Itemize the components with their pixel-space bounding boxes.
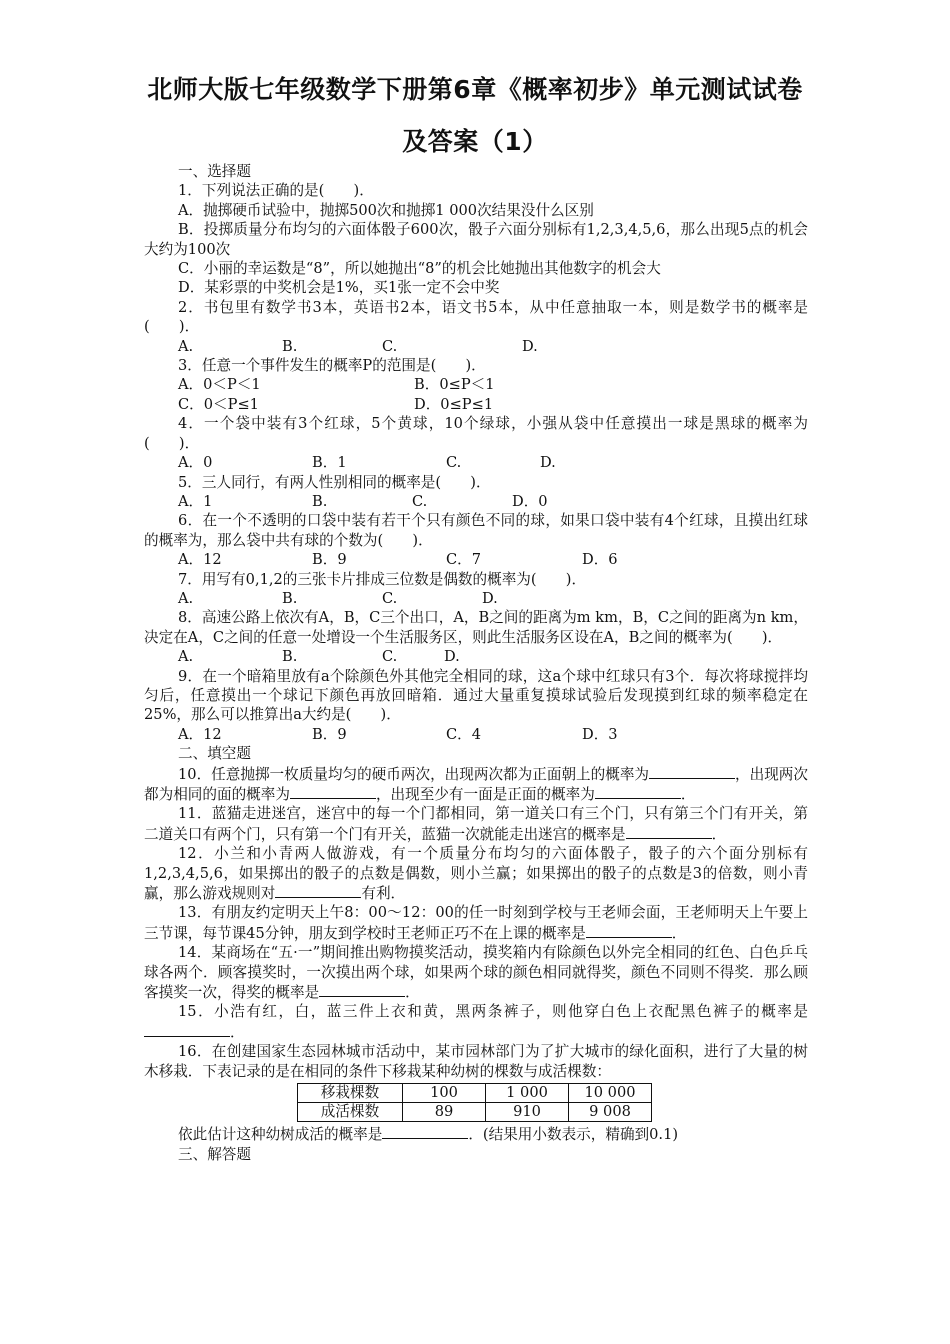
- answer-blank: [382, 1124, 468, 1139]
- question-9-options: [144, 725, 808, 744]
- option: A.: [178, 337, 194, 355]
- answer-blank: [626, 824, 712, 839]
- table-cell: 100: [403, 1084, 486, 1103]
- option: C.: [382, 589, 398, 607]
- question-12-text-a: 12．小兰和小青两人做游戏，有一个质量分布均匀的六面体骰子，骰子的六个面分别标有1,2,3,4,5,6，如果掷出的骰子的点数是偶数，则小兰赢；如果掷出的骰子的点数是3的倍数，则小青赢，那么游戏规则对: [144, 845, 808, 903]
- table-cell: 89: [403, 1103, 486, 1122]
- question-8-stem: 8．高速公路上依次有A，B，C三个出口，A，B之间的距离为m km，B，C之间的距离为n km，决定在A，C之间的任意一处增设一个生活服务区，则此生活服务区设在A，B之间的概率为( )．: [144, 609, 808, 646]
- answer-blank: [649, 764, 735, 779]
- transplant-table: [297, 1083, 652, 1122]
- option: D.: [482, 589, 498, 607]
- option: C．4: [446, 725, 482, 743]
- option: D．3: [582, 725, 618, 743]
- question-13-text-b: ．: [671, 924, 687, 942]
- option: A．12: [178, 551, 222, 569]
- table-row: [298, 1084, 652, 1103]
- question-16-stem: 16．在创建国家生态园林城市活动中，某市园林部门为了扩大城市的绿化面积，进行了大量的树木移栽．下表记录的是在相同的条件下移栽某种幼树的棵数与成活棵数：: [144, 1043, 808, 1080]
- option: D.: [444, 648, 460, 666]
- table-row: [298, 1103, 652, 1122]
- question-10-text-d: ．: [680, 786, 696, 803]
- question-11-text-a: 11．蓝猫走进迷宫，迷宫中的每一个门都相同，第一道关口有三个门，只有第三个门有开关，第二道关口有两个门，只有第一个门有开关，蓝猫一次就能走出迷宫的概率是: [144, 805, 808, 843]
- option: A．1: [178, 492, 213, 510]
- question-12: [144, 844, 808, 903]
- answer-blank: [275, 883, 361, 898]
- section-heading: 二、填空题: [178, 745, 251, 763]
- question-15: [144, 1002, 808, 1042]
- question-16-answer-line: [144, 1124, 808, 1144]
- option: B.: [282, 337, 298, 355]
- question-6-stem: 6．在一个不透明的口袋中装有若干个只有颜色不同的球，如果口袋中装有4个红球，且摸出红球的概率为，那么袋中共有球的个数为( )．: [144, 512, 808, 549]
- option: A.: [178, 648, 194, 666]
- document-body: [144, 162, 808, 1164]
- question-11-text-b: ．: [711, 825, 727, 843]
- answer-blank: [144, 1022, 230, 1037]
- question-10: [144, 764, 808, 805]
- question-12-text-b: 有利．: [361, 885, 406, 903]
- document-title-line2: 及答案（1）: [402, 127, 548, 156]
- question-1-option-b: B．投掷质量分布均匀的六面体骰子600次，骰子六面分别标有1,2,3,4,5,6，那么出现5点的机会大约为100次: [144, 221, 808, 258]
- question-14: [144, 943, 808, 1002]
- option: C.: [382, 337, 398, 355]
- option: A．12: [178, 725, 222, 743]
- question-5-stem: 5．三人同行，有两人性别相同的概率是( )．: [178, 473, 491, 491]
- question-10-text-a: 10．任意抛掷一枚质量均匀的硬币两次，出现两次都为正面朝上的概率为: [178, 765, 650, 783]
- question-15-text-b: ．: [230, 1023, 245, 1041]
- question-16-text-c: ．(结果用小数表示，精确到0.1): [468, 1126, 679, 1144]
- question-9-stem: 9．在一个暗箱里放有a个除颜色外其他完全相同的球，这a个球中红球只有3个．每次将球搅拌均匀后，任意摸出一个球记下颜色再放回暗箱．通过大量重复摸球试验后发现摸到红球的频率稳定在25%，那么可以推算出a大约是( )．: [144, 667, 808, 724]
- answer-blank: [290, 784, 376, 799]
- option: C.: [446, 454, 462, 472]
- table-cell: 9 008: [569, 1103, 652, 1122]
- question-4-stem: 4．一个袋中装有3个红球，5个黄球，10个绿球，小强从袋中任意摸出一球是黑球的概率为( )．: [144, 415, 808, 452]
- question-6-options: [144, 550, 808, 569]
- option: D．6: [582, 551, 618, 569]
- answer-blank: [319, 982, 405, 997]
- question-3-options-row2: [144, 395, 808, 414]
- option: B.: [312, 492, 328, 510]
- question-3-options: [144, 375, 808, 394]
- table-row-label: 移栽棵数: [298, 1084, 403, 1103]
- option: B.: [282, 589, 298, 607]
- question-3-stem: 3．任意一个事件发生的概率P的范围是( )．: [178, 357, 486, 375]
- table-cell: 1 000: [486, 1084, 569, 1103]
- answer-blank: [595, 784, 681, 799]
- question-1-option-d: D．某彩票的中奖机会是1%，买1张一定不会中奖: [178, 279, 500, 297]
- section-heading: 一、选择题: [178, 163, 251, 180]
- table-cell: 910: [486, 1103, 569, 1122]
- question-2-stem: 2．书包里有数学书3本，英语书2本，语文书5本，从中任意抽取一本，则是数学书的概率是( )．: [144, 298, 808, 336]
- question-1-stem: 1．下列说法正确的是( )．: [178, 182, 374, 200]
- question-4-options: [144, 453, 808, 472]
- question-14-text-b: ．: [405, 984, 420, 1002]
- question-8-options: [144, 647, 808, 666]
- option: C.: [412, 492, 428, 510]
- question-14-text-a: 14．某商场在“五·一”期间推出购物摸奖活动，摸奖箱内有除颜色以外完全相同的红色、白色乒乓球各两个．顾客摸奖时，一次摸出两个球，如果两个球的颜色相同就得奖，颜色不同则不得奖．那么顾客摸奖一次，得奖的概率是: [144, 944, 808, 1002]
- question-16-text-b: 依此估计这种幼树成活的概率是: [178, 1126, 383, 1144]
- answer-blank: [586, 923, 672, 938]
- option: B．9: [312, 725, 347, 743]
- option: D.: [540, 454, 556, 472]
- question-10-text-c: ，出现至少有一面是正面的概率为: [375, 786, 595, 803]
- option: B.: [282, 648, 298, 666]
- option: B．0≤P＜1: [414, 376, 495, 394]
- table-row-label: 成活棵数: [298, 1103, 403, 1122]
- option: C．0＜P≤1: [178, 395, 259, 413]
- question-7-options: [144, 589, 808, 608]
- option: B．1: [312, 454, 347, 472]
- option: D．0: [512, 492, 548, 510]
- option: A.: [178, 589, 194, 607]
- question-2-options: [144, 337, 808, 356]
- option: D.: [522, 337, 538, 355]
- option: D．0≤P≤1: [414, 395, 494, 413]
- question-1-option-a: A．抛掷硬币试验中，抛掷500次和抛掷1 000次结果没什么区别: [178, 201, 594, 219]
- question-1-option-c: C．小丽的幸运数是“8”，所以她抛出“8”的机会比她抛出其他数字的机会大: [178, 260, 661, 278]
- section-heading: 三、解答题: [178, 1145, 251, 1163]
- table-cell: 10 000: [569, 1084, 652, 1103]
- question-13: [144, 903, 808, 943]
- option: A．0: [178, 454, 213, 472]
- question-15-text-a: 15．小浩有红，白，蓝三件上衣和黄，黑两条裤子，则他穿白色上衣配黑色裤子的概率是: [178, 1003, 808, 1021]
- option: A．0＜P＜1: [178, 376, 261, 394]
- question-5-options: [144, 492, 808, 511]
- question-7-stem: 7．用写有0,1,2的三张卡片排成三位数是偶数的概率为( )．: [178, 570, 587, 588]
- question-10-text-b: ，出现两次都为相同的面的概率为: [144, 765, 808, 803]
- document-title-line1: 北师大版七年级数学下册第6章《概率初步》单元测试试卷: [147, 75, 803, 104]
- question-13-text-a: 13．有朋友约定明天上午8：00～12：00的任一时刻到学校与王老师会面，王老师明天上午要上三节课，每节课45分钟，朋友到学校时王老师正巧不在上课的概率是: [144, 904, 808, 942]
- option: C.: [382, 648, 398, 666]
- option: B．9: [312, 551, 347, 569]
- question-11: [144, 804, 808, 844]
- option: C．7: [446, 551, 482, 569]
